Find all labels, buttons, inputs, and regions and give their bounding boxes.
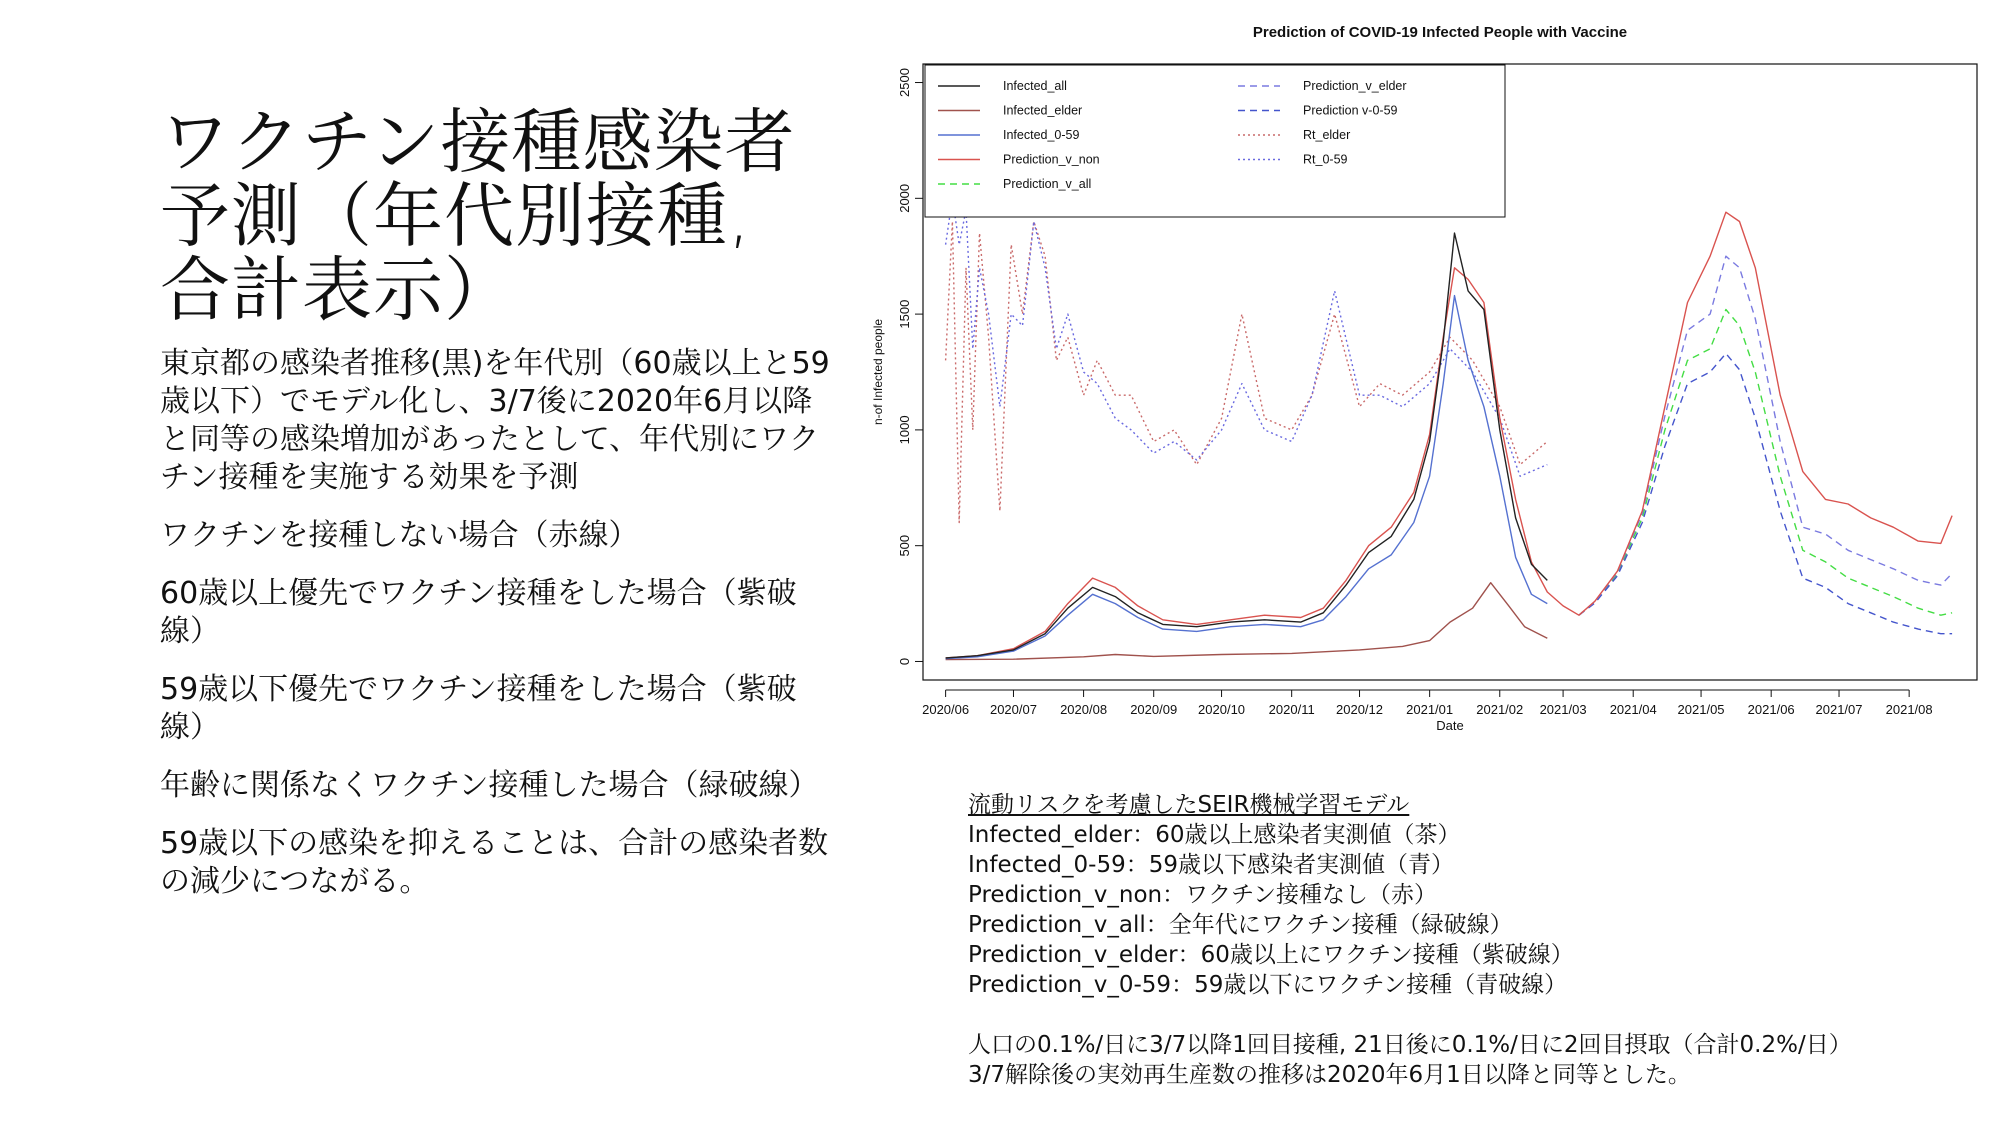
legend-label: Rt_0-59 bbox=[1303, 152, 1348, 167]
x-tick-label: 2020/08 bbox=[1060, 702, 1108, 717]
x-tick-label: 2020/12 bbox=[1336, 702, 1384, 717]
legend-label: Infected_all bbox=[1003, 79, 1067, 93]
legend-label: Prediction_v_all bbox=[1003, 177, 1092, 191]
x-tick-label: 2021/06 bbox=[1747, 702, 1795, 717]
x-tick-label: 2020/07 bbox=[989, 702, 1037, 717]
bullet-no-vaccine: ワクチンを接種しない場合（赤線） bbox=[160, 518, 639, 553]
y-axis-label: n-of Infected people bbox=[871, 318, 885, 426]
slide-title: ワクチン接種感染者予測（年代別接種, 合計表示） bbox=[160, 101, 796, 331]
legend-label: Prediction_v_elder bbox=[1303, 79, 1407, 93]
bullet-intro: 東京都の感染者推移(黒)を年代別（60歳以上と59歳以下）でモデル化し、3/7後に2020年6月以降と同等の感染増加があったとして、年代別にワクチン接種を実施する効果を予測 bbox=[160, 346, 830, 495]
y-tick-label: 0 bbox=[897, 657, 912, 666]
y-tick-label: 1500 bbox=[897, 299, 912, 329]
bullet-all-ages: 年齢に関係なくワクチン接種した場合（緑破線） bbox=[160, 768, 819, 803]
x-tick-label: 2021/07 bbox=[1815, 702, 1863, 717]
legend-label: Rt_elder bbox=[1303, 128, 1351, 142]
x-tick-label: 2020/09 bbox=[1130, 702, 1178, 717]
y-tick-label: 2000 bbox=[897, 183, 912, 213]
x-tick-label: 2021/03 bbox=[1539, 702, 1587, 717]
legend bbox=[925, 65, 1505, 217]
bullet-elder-priority: 60歳以上優先でワクチン接種をした場合（紫破線） bbox=[160, 576, 797, 649]
note-rt-assumption: 3/7解除後の実効再生産数の推移は2020年6月1日以降と同等とした。 bbox=[968, 1062, 1691, 1088]
bullet-young-priority: 59歳以下優先でワクチン接種をした場合（紫破線） bbox=[160, 672, 797, 745]
legend-label: Infected_elder bbox=[1003, 103, 1083, 118]
covid-prediction-chart bbox=[850, 10, 1990, 750]
notes-heading: 流動リスクを考慮したSEIR機械学習モデル bbox=[968, 792, 1410, 818]
x-tick-label: 2021/05 bbox=[1677, 702, 1725, 717]
x-tick-label: 2020/10 bbox=[1198, 702, 1246, 717]
x-tick-label: 2021/02 bbox=[1476, 702, 1524, 717]
x-tick-label: 2020/11 bbox=[1268, 702, 1315, 717]
x-tick-label: 2021/08 bbox=[1885, 702, 1933, 717]
y-tick-label: 500 bbox=[897, 534, 912, 557]
chart-title: Prediction of COVID-19 Infected People with Vaccine bbox=[1252, 24, 1628, 41]
legend-label: Infected_0-59 bbox=[1003, 128, 1080, 142]
note-prediction-young: Prediction_v_0-59：59歳以下にワクチン接種（青破線） bbox=[968, 972, 1568, 998]
legend-label: Prediction v-0-59 bbox=[1303, 103, 1398, 118]
y-tick-label: 1000 bbox=[897, 415, 912, 445]
slide-bullets bbox=[160, 345, 840, 921]
x-tick-label: 2021/04 bbox=[1609, 702, 1657, 717]
x-tick-label: 2020/06 bbox=[922, 702, 970, 717]
note-infected-young: Infected_0-59：59歳以下感染者実測値（青） bbox=[968, 852, 1454, 878]
note-vaccination-rate: 人口の0.1%/日に3/7以降1回目接種, 21日後に0.1%/日に2回目摂取（合計0.2%/日） bbox=[968, 1032, 1852, 1058]
legend-label: Prediction_v_non bbox=[1003, 152, 1100, 167]
bullet-conclusion: 59歳以下の感染を抑えることは、合計の感染者数の減少につながる。 bbox=[160, 826, 829, 899]
note-prediction-elder: Prediction_v_elder：60歳以上にワクチン接種（紫破線） bbox=[968, 942, 1574, 968]
y-tick-label: 2500 bbox=[897, 68, 912, 97]
note-prediction-all: Prediction_v_all：全年代にワクチン接種（緑破線） bbox=[968, 912, 1513, 938]
model-notes bbox=[968, 790, 1968, 1090]
note-infected-elder: Infected_elder：60歳以上感染者実測値（茶） bbox=[968, 822, 1461, 848]
x-axis-label: Date bbox=[1436, 718, 1464, 733]
x-tick-label: 2021/01 bbox=[1406, 702, 1454, 717]
note-prediction-non: Prediction_v_non：ワクチン接種なし（赤） bbox=[968, 882, 1437, 908]
